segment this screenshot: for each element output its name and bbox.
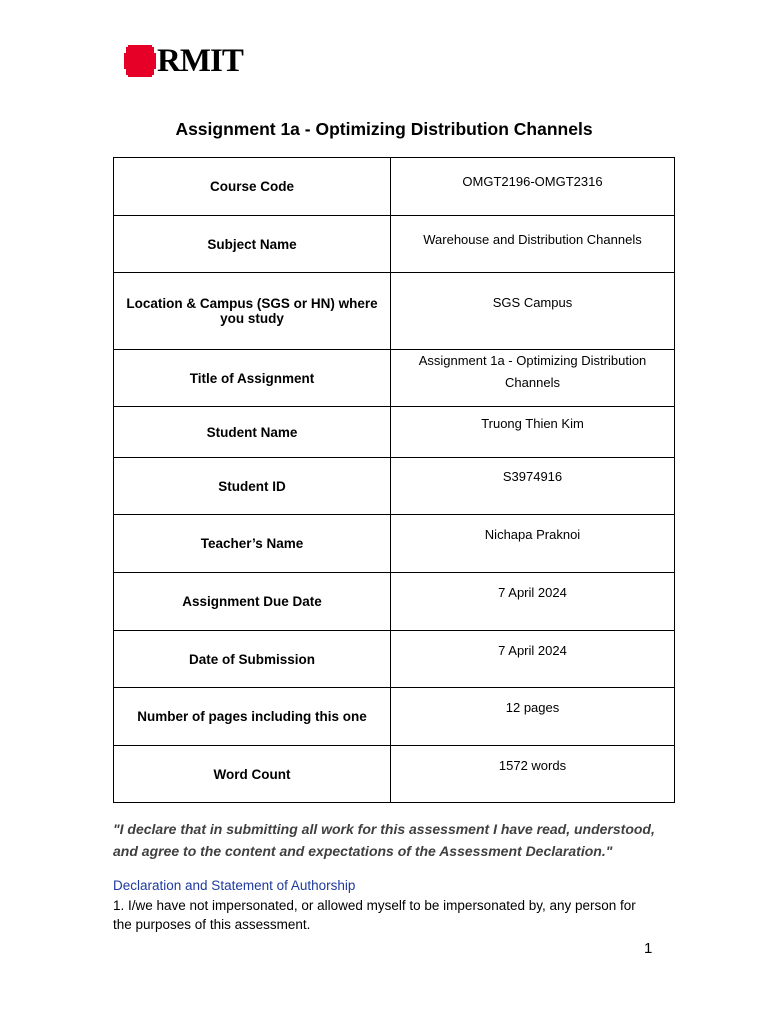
row-value: Assignment 1a - Optimizing Distribution Channels bbox=[391, 350, 675, 407]
row-label: Title of Assignment bbox=[114, 350, 391, 407]
row-label: Student Name bbox=[114, 407, 391, 458]
row-value: OMGT2196-OMGT2316 bbox=[391, 158, 675, 216]
row-value: 1572 words bbox=[391, 746, 675, 803]
declaration-quote: "I declare that in submitting all work for this assessment I have read, understood, and agree to the content and expectations of the Assessment Declaration." bbox=[113, 821, 655, 859]
declaration-heading: Declaration and Statement of Authorship bbox=[113, 878, 356, 893]
row-value: SGS Campus bbox=[391, 273, 675, 350]
row-value: Nichapa Praknoi bbox=[391, 515, 675, 573]
document-title: Assignment 1a - Optimizing Distribution Channels bbox=[175, 119, 593, 139]
table-row bbox=[114, 158, 675, 216]
row-label: Teacher’s Name bbox=[114, 515, 391, 573]
row-label: Location & Campus (SGS or HN) where you study bbox=[114, 273, 391, 350]
table-row bbox=[114, 631, 675, 688]
table-row bbox=[114, 273, 675, 350]
row-label: Number of pages including this one bbox=[114, 688, 391, 746]
row-label: Student ID bbox=[114, 458, 391, 515]
rmit-logo bbox=[124, 44, 243, 78]
row-value: Warehouse and Distribution Channels bbox=[391, 216, 675, 273]
table-row bbox=[114, 688, 675, 746]
row-label: Word Count bbox=[114, 746, 391, 803]
table-row bbox=[114, 458, 675, 515]
row-value: 12 pages bbox=[391, 688, 675, 746]
rmit-pixel-logo-icon bbox=[124, 45, 156, 77]
row-value: 7 April 2024 bbox=[391, 573, 675, 631]
row-label: Subject Name bbox=[114, 216, 391, 273]
table-row bbox=[114, 216, 675, 273]
row-label: Course Code bbox=[114, 158, 391, 216]
logo-wordmark: RMIT bbox=[157, 43, 243, 79]
row-value: Truong Thien Kim bbox=[391, 407, 675, 458]
table-row bbox=[114, 573, 675, 631]
declaration-item: 1. I/we have not impersonated, or allowed myself to be impersonated by, any person for the purposes of this assessment. bbox=[113, 898, 636, 932]
row-label: Assignment Due Date bbox=[114, 573, 391, 631]
row-label: Date of Submission bbox=[114, 631, 391, 688]
page-number: 1 bbox=[644, 940, 653, 957]
table-row bbox=[114, 407, 675, 458]
table-row bbox=[114, 515, 675, 573]
table-row bbox=[114, 746, 675, 803]
row-value: 7 April 2024 bbox=[391, 631, 675, 688]
row-value: S3974916 bbox=[391, 458, 675, 515]
assignment-info-table bbox=[113, 157, 675, 803]
table-row bbox=[114, 350, 675, 407]
